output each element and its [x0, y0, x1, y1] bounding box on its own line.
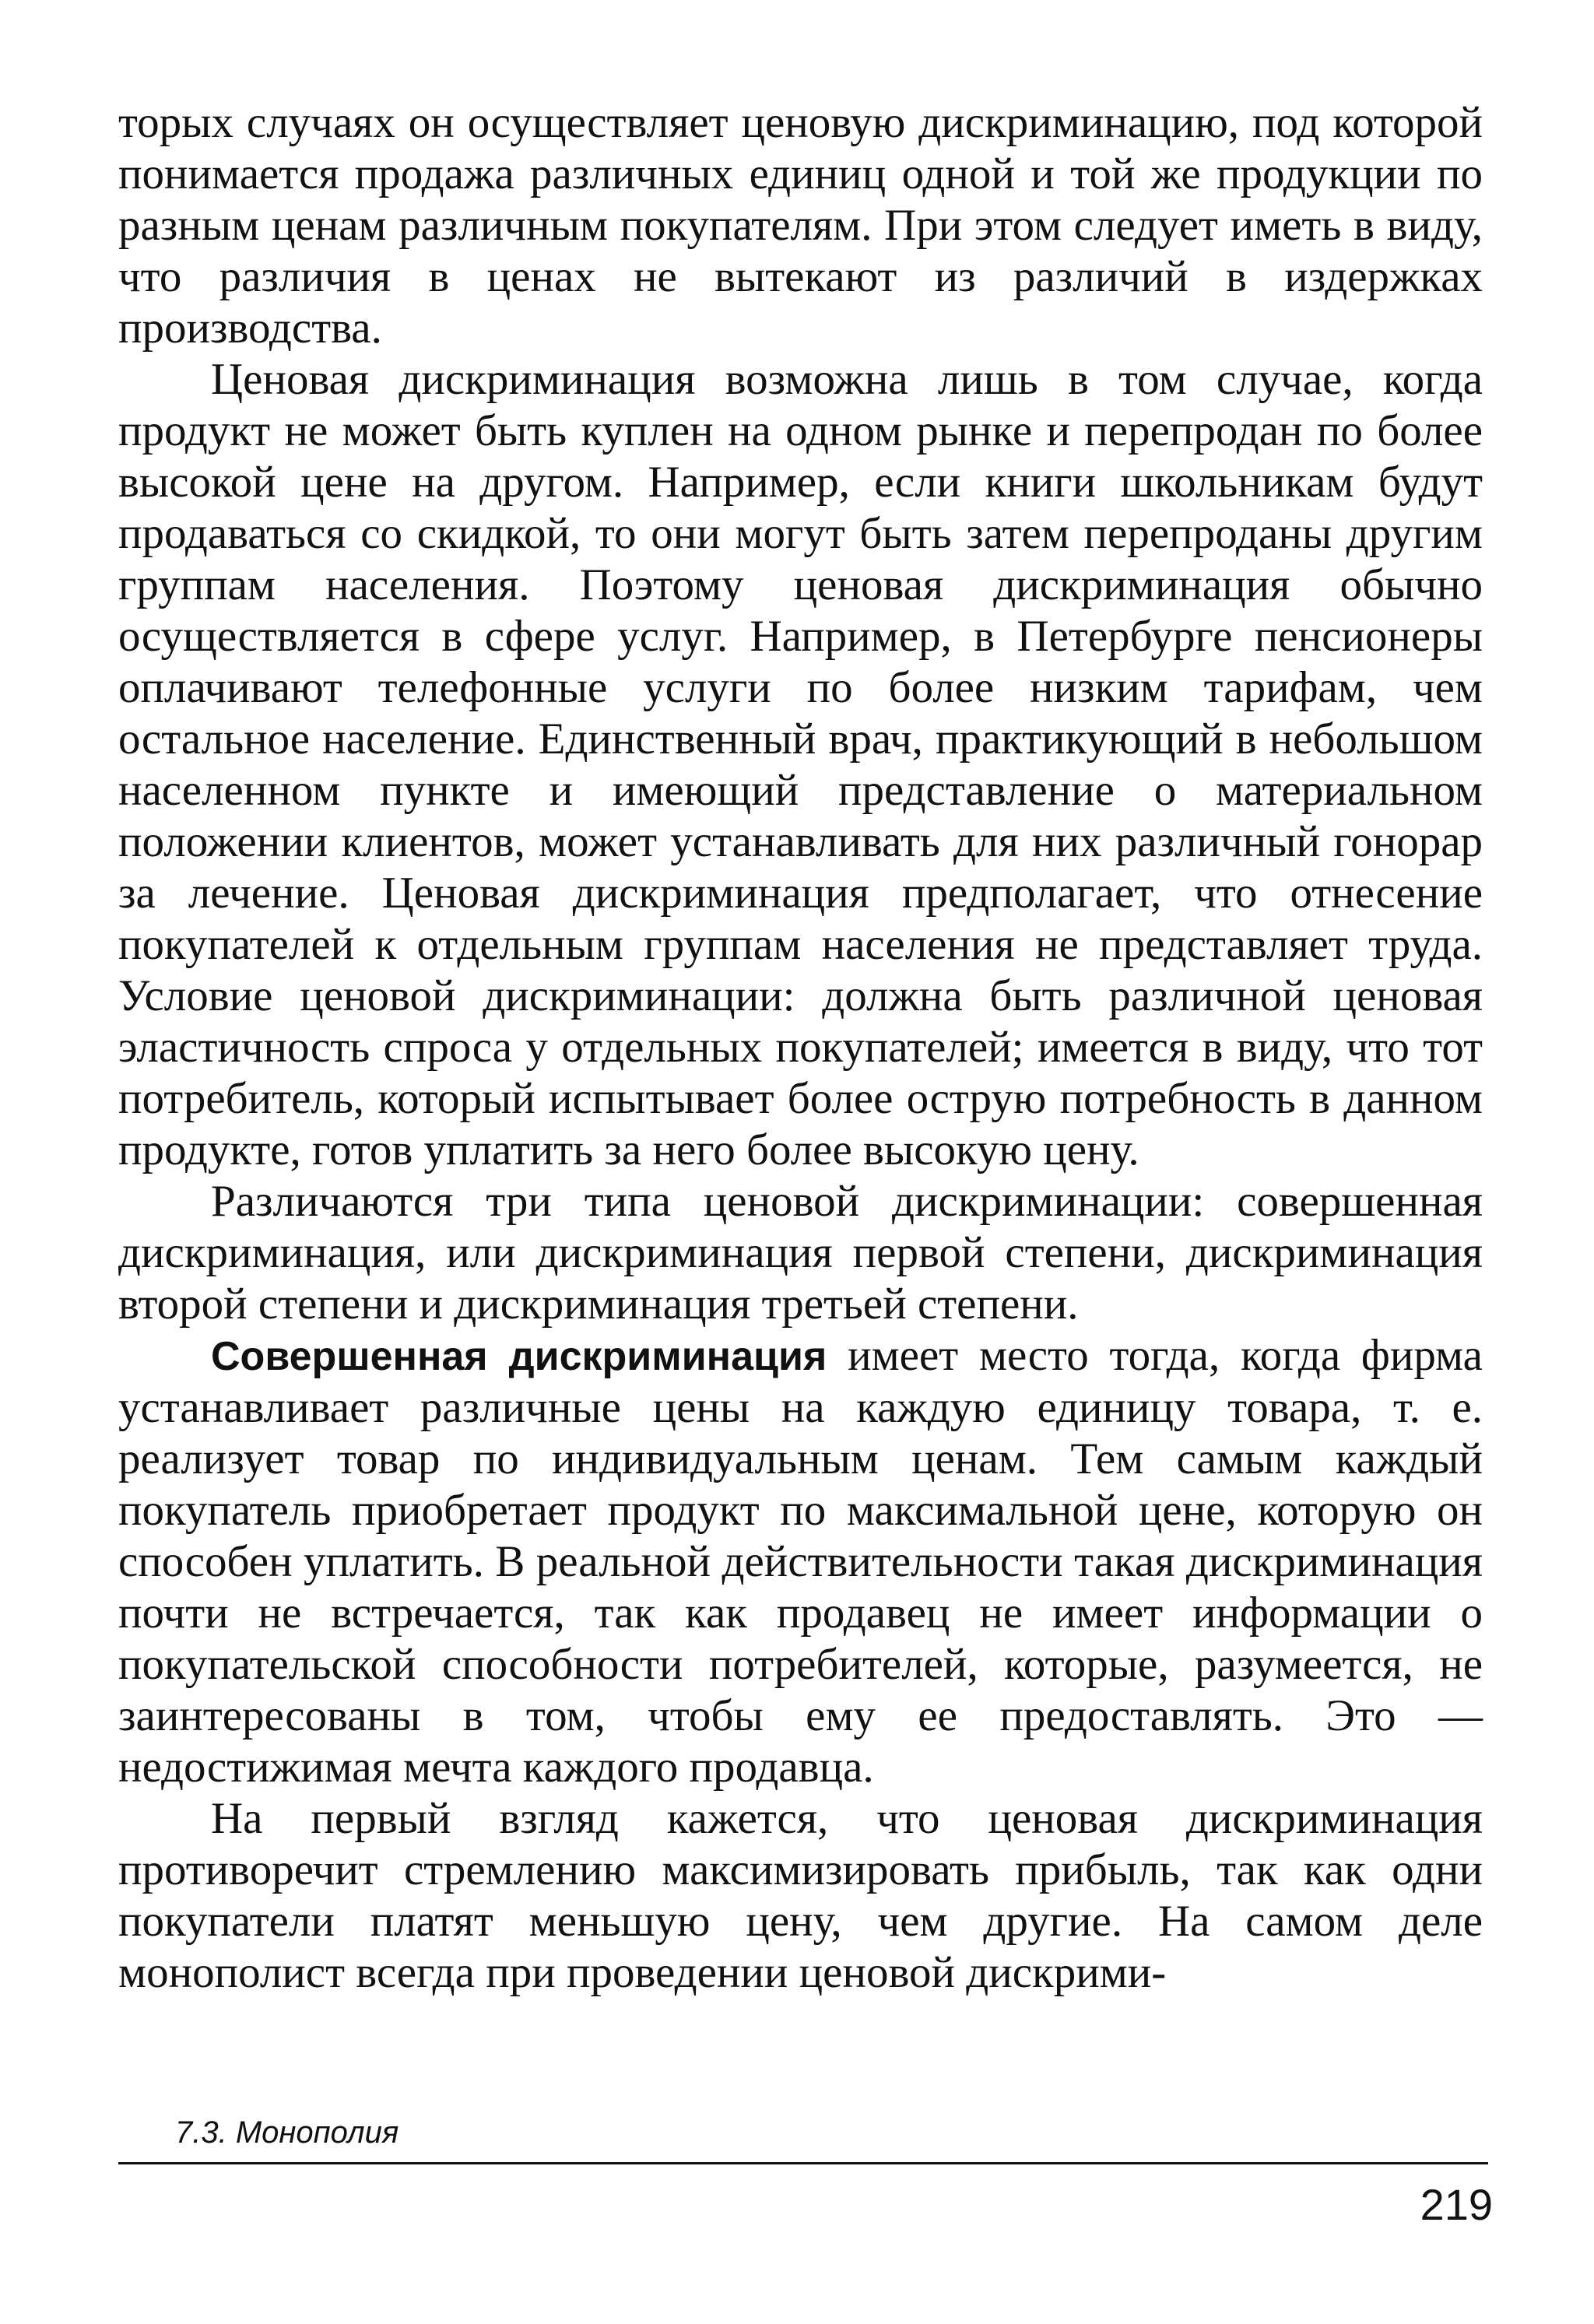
- paragraph-price-discrimination-conditions: Ценовая дискриминация возможна лишь в том случае, когда продукт не может быть куплен на одном рынке и перепродан по более высокой цене на другом. Например, если книги школьникам будут продаваться со скидкой, то они могут быть затем перепроданы другим группам населения. Поэтому ценовая дискриминация обычно осуществляется в сфере услуг. Например, в Петербурге пенсионеры оплачивают телефонные услуги по более низким тарифам, чем остальное население. Единственный врач, практикующий в небольшом населенном пункте и имеющий представление о материальном положении клиентов, может устанавливать для них различный гонорар за лечение. Ценовая дискриминация предполагает, что отнесение покупателей к отдельным группам населения не представляет труда. Условие ценовой дискриминации: должна быть различной ценовая эластичность спроса у отдельных покупателей; имеется в виду, что тот потребитель, который испытывает более острую потребность в данном продукте, готов уплатить за него более высокую цену.: [118, 355, 1483, 1174]
- page-body: [118, 97, 1483, 1999]
- paragraph-continuation: торых случаях он осуществляет ценовую дискриминацию, под которой понимается продажа различных единиц одной и той же продукции по разным ценам различным покупателям. При этом следует иметь в виду, что различия в ценах не вытекают из различий в издержках производства.: [118, 98, 1483, 353]
- term-perfect-discrimination: Совершенная дискриминация: [211, 1334, 827, 1379]
- paragraph-profit-maximization: На первый взгляд кажется, что ценовая дискриминация противоречит стремлению максимизировать прибыль, так как одни покупатели платят меньшую цену, чем другие. На самом деле монополист всегда при проведении ценовой дискрими-: [118, 1794, 1483, 1997]
- running-head: 7.3. Монополия: [175, 2115, 399, 2150]
- paragraph-discrimination-types: Различаются три типа ценовой дискриминации: совершенная дискриминация, или дискриминация первой степени, дискриминация второй степени и дискриминация третьей степени.: [118, 1177, 1483, 1329]
- paragraph-perfect-discrimination: [118, 1330, 1483, 1793]
- paragraph-perfect-discrimination-text: имеет место тогда, когда фирма устанавливает различные цены на каждую единицу товара, т. е. реализует товар по индивидуальным ценам. Тем самым каждый покупатель приобретает продукт по максимальной цене, которую он способен уплатить. В реальной действительности такая дискриминация почти не встречается, так как продавец не имеет информации о покупательской способности потребителей, которые, разумеется, не заинтересованы в том, чтобы ему ее предоставлять. Это — недостижимая мечта каждого продавца.: [118, 1331, 1483, 1792]
- footer-divider: [118, 2162, 1488, 2164]
- page-number: 219: [1420, 2180, 1493, 2229]
